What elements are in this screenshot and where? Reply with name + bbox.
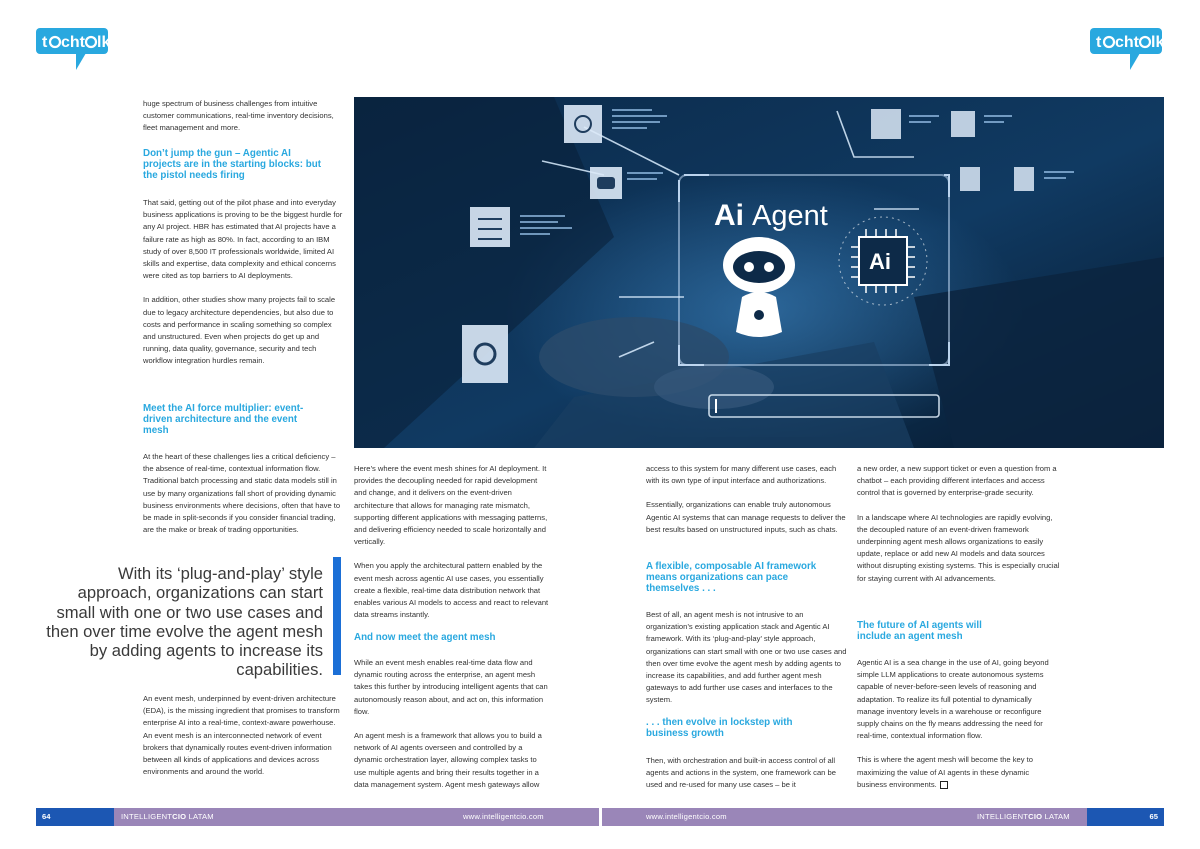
paragraph: Here’s where the event mesh shines for AI deployment. It provides the decoupling needed for rapid development and change, and it delivers on the event-driven architecture that allows for managing rate mismatch, supporting different applications with messaging patterns, and delivering efficiency needed to scale horizontally and vertically. [354,464,548,547]
page-number: 65 [1149,812,1158,821]
column-2 [354,463,550,621]
hero-image-ai-agent [354,97,1164,448]
footer-band-right [602,808,1087,826]
paragraph: Essentially, organizations can enable truly autonomous Agentic AI systems that can manage requests to deliver the best results based on unstructured inputs, such as chats. [646,500,846,534]
column-1-bottom [143,693,343,778]
techtalk-logo-left [36,28,111,72]
svg-text:t: t [1096,34,1102,51]
section-heading-composable [646,561,821,594]
footer-page-number-right [1087,808,1164,826]
svg-text:t: t [42,34,48,51]
section-heading-future [857,620,1017,642]
section-heading-force-multiplier [143,403,313,436]
svg-text:cht: cht [1115,34,1139,51]
paragraph [857,754,1060,791]
section-heading-agent-mesh [354,632,550,643]
paragraph: When you apply the architectural pattern enabled by the event mesh across agentic AI use cases, you essentially create a flexible, real-time data distribution network that enables various AI models to access and react to relevant data streams instantly. [354,561,549,620]
column-3-lower [646,755,848,792]
paragraph: An agent mesh is a framework that allows you to build a network of AI agents overseen and controlled by a dynamic orchestration layer, allowing complex tasks to use multiple agents and bring their results together in a data management system. Agent mesh gateways allow [354,731,542,789]
heading-text: Meet the AI force multiplier: event-driven architecture and the event mesh [143,403,304,436]
chip-label: Ai [869,249,891,274]
magazine-name: INTELLIGENTCIO LATAM [977,812,1070,821]
svg-text:cht: cht [61,34,85,51]
hero-title-agent: Agent [752,200,828,232]
paragraph: In addition, other studies show many projects fail to scale due to legacy architecture dependencies, but also due to costs and performance in scaling something so complex and unstructured. Even when projects do get up and running, data quality, governance, security and tech workflow integration hurdles remain. [143,295,336,366]
svg-text:lk: lk [97,34,111,51]
heading-text: . . . then evolve in lockstep with business growth [646,717,793,739]
column-4 [857,463,1060,585]
paragraph: access to this system for many different use cases, each with its own type of input interface and authorizations. [646,464,837,486]
heading-text: The future of AI agents will include an agent mesh [857,620,982,642]
column-4-lower [857,657,1060,791]
heading-text: A flexible, composable AI framework means organizations can pace themselves . . . [646,561,817,594]
footer-url[interactable]: www.intelligentcio.com [646,812,727,821]
pull-quote-bar [333,557,341,675]
heading-text: And now meet the agent mesh [354,632,496,643]
paragraph: At the heart of these challenges lies a critical deficiency – the absence of real-time, contextual information flow. Traditional batch processing and static data models still in use by many organizations fall short of providing dynamic business environments where decisions, often that have to be made in split-seconds if you consider financial trading, are the make or break of trading opportunities. [143,452,341,535]
magazine-name: INTELLIGENTCIO LATAM [121,812,214,821]
column-2-lower [354,657,550,791]
paragraph: Then, with orchestration and built-in access control of all agents and actions in the system, one framework can be used and re-used for many use cases – be it [646,756,836,790]
footer-url[interactable]: www.intelligentcio.com [463,812,544,821]
paragraph: An event mesh, underpinned by event-driven architecture (EDA), is the missing ingredient that promises to transform enterprise AI into a real-time, context-aware powerhouse. An event mesh is an interconnected network of event brokers that dynamically routes event-driven information between all kinds of applications and devices across environments and around the world. [143,694,340,777]
intro-text: huge spectrum of business challenges from intuitive customer communications, real-time inventory decisions, fleet management and more. [143,99,334,133]
column-1-body-2 [143,451,347,536]
techtalk-logo-right [1090,28,1165,72]
section-heading-lockstep [646,717,826,739]
heading-text: Don’t jump the gun – Agentic AI projects are in the starting blocks: but the pistol needs firing [143,148,322,181]
column-1-body [143,197,346,368]
column-3 [646,463,848,536]
page-number: 64 [42,812,51,821]
pull-quote: With its ‘plug-and-play’ style approach, organizations can start small with one or two use cases and then over time evolve the agent mesh by adding agents to increase its capabilities. [46,564,323,680]
paragraph: In a landscape where AI technologies are rapidly evolving, the decoupled nature of an event-driven framework underpinning agent mesh allows organizations to easily update, replace or add new AI models and data sources without disrupting existing systems. This is especially crucial for staying current with AI advancements. [857,512,1060,583]
end-of-article-mark [940,781,948,789]
paragraph: Best of all, an agent mesh is not intrusive to an organization’s existing application stack and Agentic AI framework. With its ‘plug-and-play’ style approach, organizations can start small with one or two use cases and then over time evolve the agent mesh by adding agents to increase its capabilities, and add further agent mesh gateways to add further use cases and interfaces to the system. [646,610,847,705]
svg-text:lk: lk [1151,34,1165,51]
column-1-top [143,98,343,135]
paragraph: That said, getting out of the pilot phase and into everyday business applications is proving to be the biggest hurdle for any AI project. HBR has estimated that AI projects have a failure rate as high as 80%. In fact, according to an IBM study of over 8,500 IT professionals worldwide, limited AI skills and expertise, data complexity and ethical concerns were cited as top barriers to AI deployments. [143,198,343,281]
section-heading-jump-the-gun [143,148,328,181]
paragraph: While an event mesh enables real-time data flow and dynamic routing across the enterprise, an agent mesh takes this further by introducing intelligent agents that can autonomously reason about, and act on, this information flow. [354,658,548,716]
paragraph: a new order, a new support ticket or even a question from a chatbot – each providing different interfaces and access control that is governed by enterprise-grade security. [857,464,1057,498]
hero-title-ai: Ai [714,199,744,232]
paragraph: Agentic AI is a sea change in the use of AI, going beyond simple LLM applications to create autonomous systems capable of never-before-seen levels of reasoning and adaptation. To realize its full potential to dynamically manage inventory levels in a warehouse or reconfigure supply chains on the fly means addressing the need for real-time, contextual information flow. [857,658,1049,741]
closing-text: This is where the agent mesh will become the key to maximizing the value of AI agents in these dynamic business environments. [857,755,1034,789]
column-3-middle [646,609,848,707]
footer-page-number-left [36,808,114,826]
footer-band-left [114,808,599,826]
